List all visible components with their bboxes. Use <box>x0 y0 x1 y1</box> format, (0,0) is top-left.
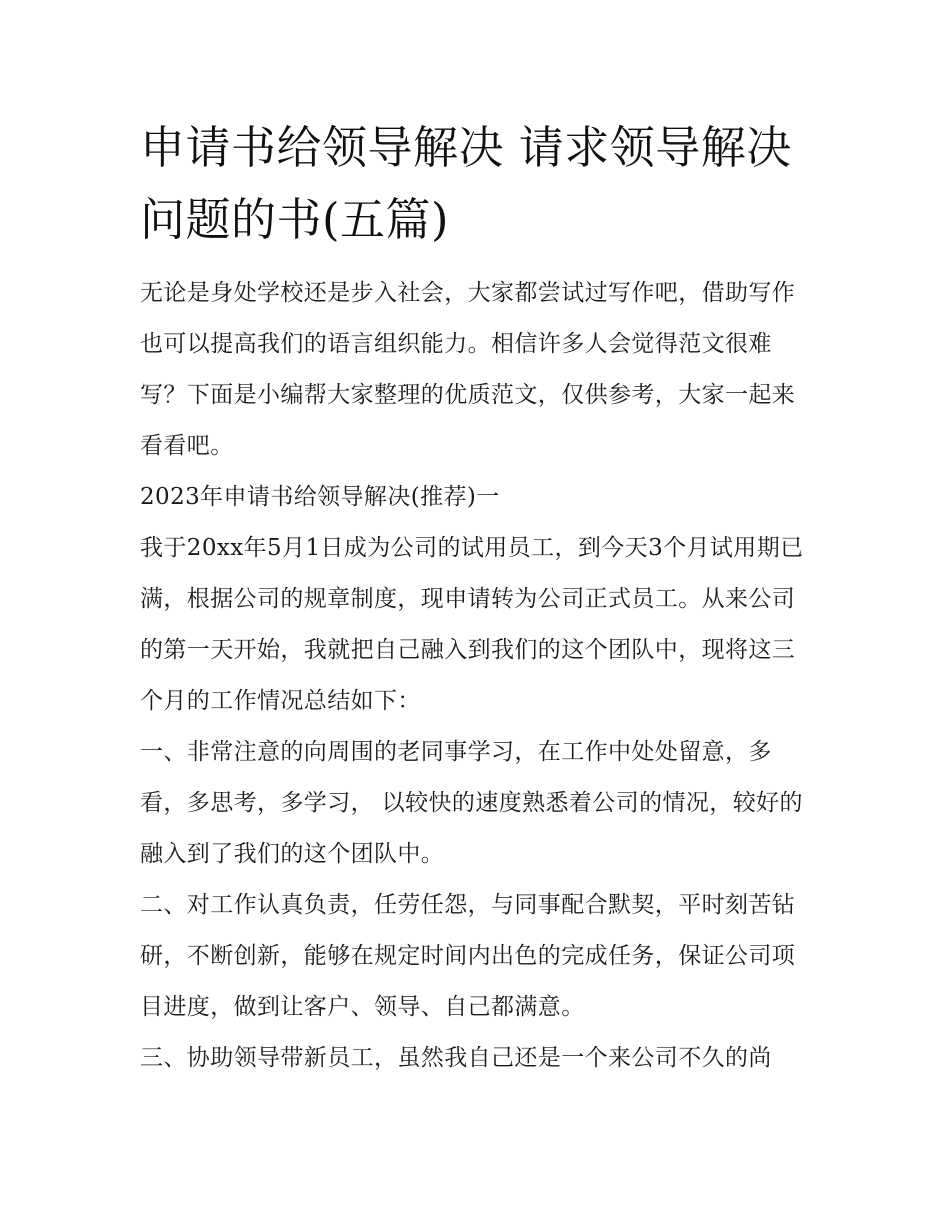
section-heading: 2023年申请书给领导解决(推荐)一 <box>140 484 500 510</box>
list-item-one: 一、非常注意的向周围的老同事学习，在工作中处处留意，多看，多思考，多学习， 以较快的速度熟悉着公司的情况，较好的融入到了我们的这个团队中。 <box>140 739 803 867</box>
document-body <box>140 112 816 1084</box>
list-item-two: 二、对工作认真负责，任劳任怨，与同事配合默契，平时刻苦钻研，不断创新，能够在规定时间内出色的完成任务，保证公司项目进度，做到让客户、领导、自己都满意。 <box>140 892 796 1020</box>
list-item-three: 三、协助领导带新员工，虽然我自己还是一个来公司不久的尚 <box>140 1045 772 1071</box>
body-paragraph: 我于20xx年5月1日成为公司的试用员工，到今天3个月试用期已满，根据公司的规章制度，现申请转为公司正式员工。从来公司的第一天开始，我就把自己融入到我们的这个团队中，现将这三个月的工作情况总结如下： <box>140 535 804 714</box>
intro-paragraph: 无论是身处学校还是步入社会，大家都尝试过写作吧，借助写作也可以提高我们的语言组织能力。相信许多人会觉得范文很难写？下面是小编帮大家整理的优质范文，仅供参考，大家一起来看看吧。 <box>140 280 796 459</box>
document-title: 申请书给领导解决 请求领导解决问题的书(五篇) <box>140 121 792 246</box>
